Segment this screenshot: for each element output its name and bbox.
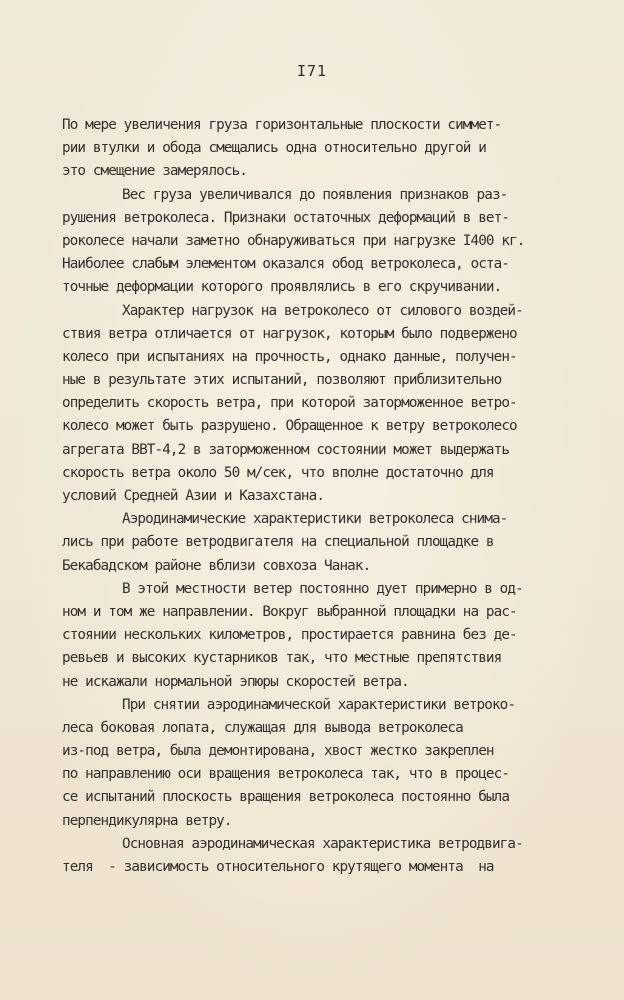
text-line: не искажали нормальной эпюры скоростей ветра. [62,673,409,690]
text-line: леса боковая лопата, служащая для вывода ветроколеса [62,719,463,736]
text-line: агрегата ВВТ-4,2 в заторможенном состоянии может выдержать [62,441,510,458]
text-line: определить скорость ветра, при которой заторможенное ветро- [62,395,517,412]
text-line: Бекабадском районе вблизи совхоза Чанак. [62,557,371,574]
text-line: При снятии аэродинамической характеристики ветроко- [122,696,516,713]
text-line: роколесе начали заметно обнаруживаться при нагрузке I400 кг. [62,232,525,249]
text-line: условий Средней Азии и Казахстана. [62,488,325,504]
text-line: теля - зависимость относительного крутящего момента на [62,859,494,875]
page-number: I71 [296,62,328,80]
text-line: Вес груза увеличивался до появления признаков раз- [122,186,508,203]
text-line: стоянии нескольких километров, простирается равнина без де- [62,627,517,644]
text-line: по направлению оси вращения ветроколеса так, что в процес- [62,766,510,783]
text-line: Характер нагрузок на ветроколесо от силового воздей- [122,302,523,319]
text-line: ревьев и высоких кустарников так, что местные препятствия [62,650,502,667]
text-line: колесо может быть разрушено. Обращенное к ветру ветроколесо [62,418,517,435]
text-line: точные деформации которого проявлялись в его скручивании. [62,279,502,296]
text-line: скорость ветра около 50 м/сек, что вполне достаточно для [62,464,494,481]
text-line: это смещение замерялось. [62,163,247,180]
text-line: из-под ветра, была демонтирована, хвост жестко закреплен [62,743,494,760]
text-line: лись при работе ветродвигателя на специальной площадке в [62,534,494,551]
body-text [62,114,610,879]
text-line: перпендикулярна ветру. [62,812,232,829]
text-line: колесо при испытаниях на прочность, однако данные, получен- [62,348,517,365]
text-line: Наиболее слабым элементом оказался обод ветроколеса, оста- [62,256,510,273]
text-line: рии втулки и обода смещались одна относительно другой и [62,140,486,157]
text-line: По мере увеличения груза горизонтальные плоскости симмет- [62,117,502,133]
text-line: ствия ветра отличается от нагрузок, которым было подвержено [62,325,517,342]
text-line: Аэродинамические характеристики ветроколеса снима- [122,511,508,528]
text-line: ные в результате этих испытаний, позволяют приблизительно [62,372,502,389]
text-line: Основная аэродинамическая характеристика ветродвига- [122,835,523,852]
text-line: В этой местности ветер постоянно дует примерно в од- [122,580,523,597]
text-line: ном и том же направлении. Вокруг выбранной площадки на рас- [62,603,517,620]
text-line: се испытаний плоскость вращения ветроколеса постоянно была [62,789,510,806]
text-line: рушения ветроколеса. Признаки остаточных деформаций в вет- [62,209,510,226]
